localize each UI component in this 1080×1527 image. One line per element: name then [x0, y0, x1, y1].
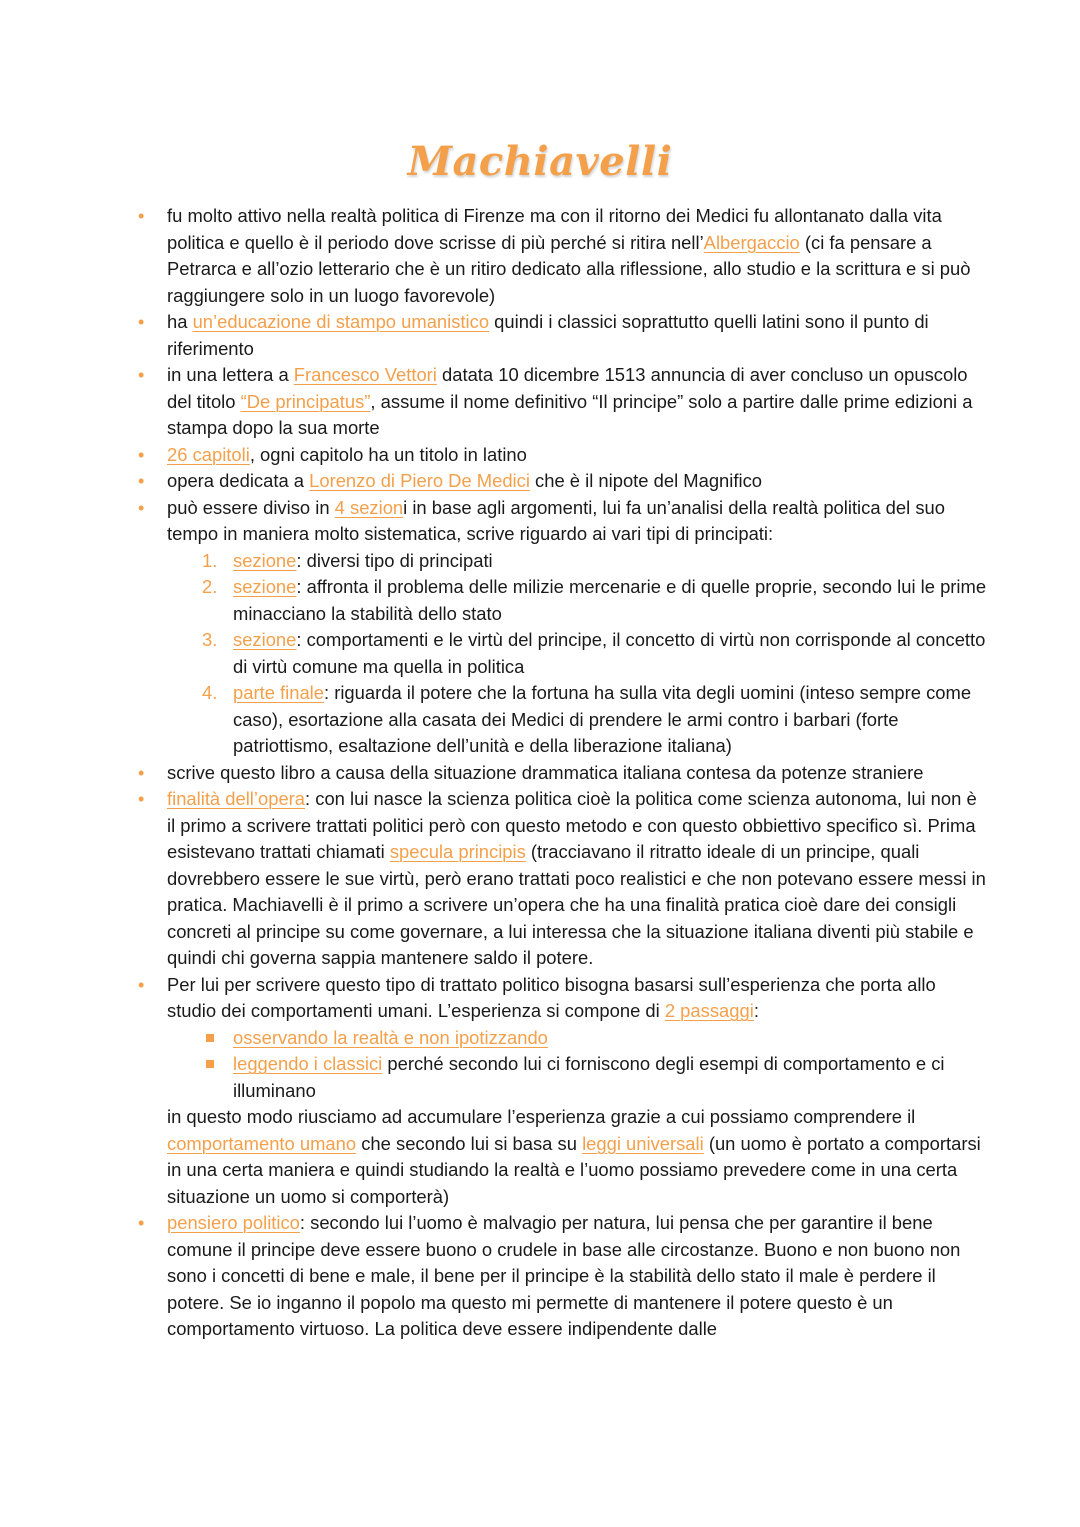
- highlight-comportamento: comportamento umano: [167, 1132, 357, 1154]
- bullet-text: ha: [167, 311, 193, 332]
- step-text: perché secondo lui ci forniscono degli esempi di comportamento e ci illuminano: [233, 1053, 945, 1101]
- bullet-text: i in base agli argomenti, lui fa un’analisi della realtà politica del suo tempo in maniera molto sistematica, scrive riguardo ai vari tipi di principati:: [167, 496, 945, 544]
- bullet-icon: •: [138, 762, 145, 783]
- highlight-sezioni: 4 sezion: [334, 496, 404, 518]
- bullet-text: che secondo lui si basa su: [356, 1132, 583, 1154]
- square-bullet-icon: [206, 1060, 214, 1068]
- step-item: [167, 1025, 987, 1052]
- highlight-vettori: Francesco Vettori: [293, 364, 437, 385]
- bullet-item-pensiero: [138, 1210, 987, 1343]
- steps-list: [167, 1025, 987, 1105]
- bullet-item-educazione: [138, 309, 987, 362]
- bullet-text: (tracciavano il ritratto ideale di un principe, quali dovrebbero essere le sue virtù, però erano trattati poco realistici e che non potevano essere messi in pratica. Machiavelli è il primo a scrivere un’opera che ha una finalità pratica cioè dare dei consigli concreti al principe su come governare, a lui interessa che la situazione italiana diventi più stabile e quindi chi governa sappia mantenere saldo il potere.: [167, 841, 986, 968]
- bullet-item-lettera: [138, 362, 987, 442]
- bullet-item-capitoli: [138, 442, 987, 469]
- bullet-icon: •: [138, 444, 145, 465]
- bullet-icon: •: [138, 497, 145, 518]
- bullet-icon: •: [138, 974, 145, 995]
- bullet-text: :: [753, 1000, 759, 1021]
- section-label: sezione: [233, 576, 297, 597]
- section-item: [167, 574, 987, 627]
- bullet-text: in una lettera a: [167, 364, 294, 385]
- highlight-capitoli: 26 capitoli: [167, 443, 250, 465]
- esperienza-continuation: [167, 1104, 987, 1210]
- step-label: leggendo i classici: [233, 1053, 383, 1074]
- bullet-text: , ogni capitolo ha un titolo in latino: [249, 443, 527, 465]
- highlight-de-principatus: “De principatus”: [240, 390, 371, 412]
- section-text: : comportamenti e le virtù del principe, il concetto di virtù non corrisponde al concetto di virtù comune ma quella in politica: [233, 629, 986, 677]
- bullet-icon: •: [138, 206, 145, 226]
- section-label: sezione: [233, 629, 297, 650]
- bullet-icon: •: [138, 1213, 145, 1233]
- bullet-item-esperienza: [138, 972, 987, 1211]
- step-label: osservando la realtà e non ipotizzando: [233, 1026, 548, 1048]
- highlight-lorenzo: Lorenzo di Piero De Medici: [309, 470, 530, 491]
- bullet-text: in questo modo riusciamo ad accumulare l’esperienza grazie a cui possiamo comprendere il: [167, 1106, 916, 1127]
- bullet-text: datata 10 dicembre 1513 annuncia di aver concluso un opuscolo del titolo: [167, 364, 968, 412]
- section-number: 4.: [202, 682, 218, 703]
- bullet-text: fu molto attivo nella realtà politica di Firenze ma con il ritorno dei Medici fu allontanato dalla vita politica e quello è il periodo dove scrisse di più perché si ritira nell’: [167, 205, 942, 253]
- highlight-specula: specula principis: [389, 841, 526, 862]
- highlight-albergaccio: Albergaccio: [703, 231, 800, 253]
- highlight-passaggi: 2 passaggi: [664, 1000, 754, 1021]
- page-title: Machiavelli: [407, 138, 673, 185]
- highlight-educazione: un’educazione di stampo umanistico: [192, 311, 490, 332]
- sections-list: [167, 548, 987, 760]
- section-text: : affronta il problema delle milizie mercenarie e di quelle proprie, secondo lui le prime minacciano la stabilità dello stato: [233, 576, 987, 624]
- bullet-item-situazione: [138, 760, 987, 787]
- square-bullet-icon: [206, 1034, 214, 1042]
- bullet-item-sezioni: [138, 495, 987, 760]
- bullet-text: può essere diviso in: [167, 496, 335, 518]
- bullet-text: , assume il nome definitivo “Il principe” solo a partire dalle prime edizioni a stampa dopo la sua morte: [167, 390, 973, 438]
- section-text: : riguarda il potere che la fortuna ha sulla vita degli uomini (inteso sempre come caso), esortazione alla casata dei Medici di prendere le armi contro i barbari (forte patriottismo, esaltazione dell’unità e della liberazione italiana): [233, 682, 972, 756]
- bullet-text: che è il nipote del Magnifico: [529, 470, 762, 491]
- section-number: 1.: [202, 549, 218, 571]
- bullet-text: : con lui nasce la scienza politica cioè la politica come scienza autonoma, lui non è il primo a scrivere trattati politici però con questo metodo e con questo obbiettivo specifico sì. Prima esistevano trattati chiamati: [167, 788, 977, 862]
- section-item: [167, 680, 987, 760]
- section-number: 3.: [202, 629, 218, 650]
- section-number: 2.: [202, 576, 218, 597]
- notes-body: [138, 203, 987, 1343]
- section-text: : diversi tipo di principati: [296, 549, 493, 571]
- bullet-icon: •: [138, 365, 145, 385]
- bullet-icon: •: [138, 312, 145, 332]
- highlight-leggi: leggi universali: [582, 1132, 704, 1154]
- bullet-text: opera dedicata a: [167, 470, 310, 491]
- bullet-text: quindi i classici soprattutto quelli latini sono il punto di riferimento: [167, 311, 929, 359]
- bullet-text: (un uomo è portato a comportarsi in una certa maniera e quindi studiando la realtà e l’uomo possiamo prevedere come in una certa situazione un uomo si comporterà): [167, 1132, 981, 1207]
- bullet-text: (ci fa pensare a Petrarca e all’ozio letterario che è un ritiro dedicato alla riflessione, allo studio e la scrittura e si può raggiungere solo in un luogo favorevole): [167, 231, 971, 306]
- bullet-text: scrive questo libro a causa della situazione drammatica italiana contesa da potenze straniere: [167, 761, 924, 783]
- bullet-text: Per lui per scrivere questo tipo di trattato politico bisogna basarsi sull’esperienza che porta allo studio dei comportamenti umani. L’esperienza si compone di: [167, 973, 936, 1021]
- highlight-pensiero: pensiero politico: [167, 1212, 300, 1233]
- section-label: sezione: [233, 549, 297, 571]
- bullet-item-finalita: [138, 786, 987, 972]
- section-item: [167, 548, 987, 575]
- section-label: parte finale: [233, 682, 324, 703]
- step-item: [167, 1051, 987, 1104]
- bullet-icon: •: [138, 471, 145, 491]
- bullet-icon: •: [138, 789, 145, 809]
- bullet-text: : secondo lui l’uomo è malvagio per natura, lui pensa che per garantire il bene comune il principe deve essere buono o crudele in base alle circostanze. Buono e non buono non sono i concetti di bene e male, il bene per il principe è la stabilità dello stato il male è perdere il potere. Se io inganno il popolo ma questo mi permette di mantenere il potere questo è un comportamento virtuoso. La politica deve essere indipendente dalle: [167, 1212, 961, 1339]
- bullet-item-albergaccio: [138, 203, 987, 309]
- section-item: [167, 627, 987, 680]
- highlight-finalita: finalità dell’opera: [167, 788, 306, 809]
- bullet-item-dedica: [138, 468, 987, 495]
